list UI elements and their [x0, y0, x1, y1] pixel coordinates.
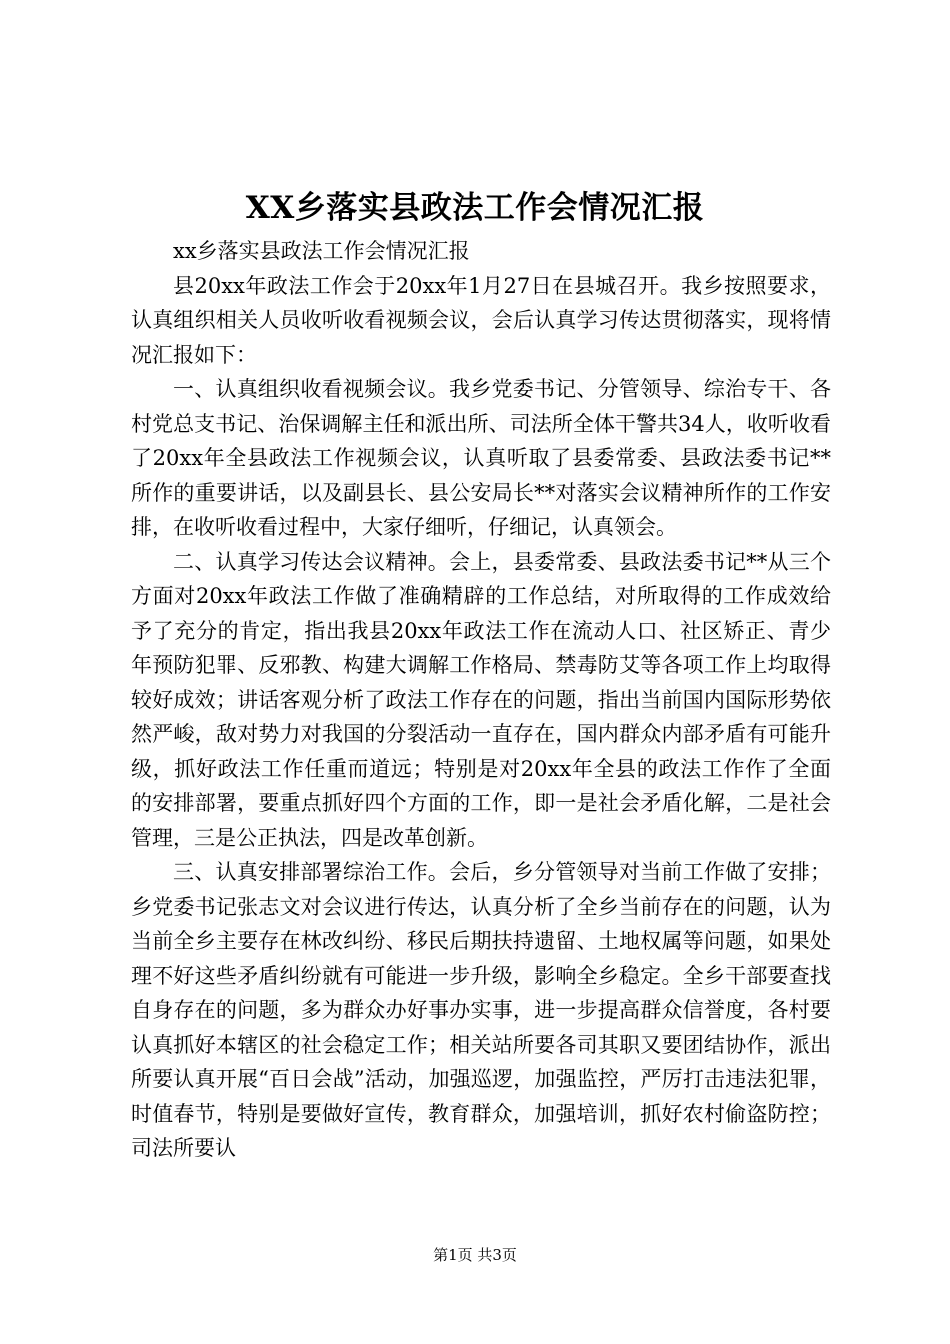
- document-title: XX乡落实县政法工作会情况汇报: [245, 190, 705, 226]
- document-body: [131, 234, 831, 1166]
- intro-paragraph: 县20xx年政法工作会于20xx年1月27日在县城召开。我乡按照要求，认真组织相关人员收听收看视频会议，会后认真学习传达贯彻落实，现将情况汇报如下：: [131, 273, 831, 367]
- subtitle-paragraph: xx乡落实县政法工作会情况汇报: [173, 239, 470, 263]
- page-number-footer: 第1页 共3页: [433, 1246, 517, 1264]
- section-three-paragraph: 三、认真安排部署综治工作。会后，乡分管领导对当前工作做了安排；乡党委书记张志文对会议进行传达，认真分析了全乡当前存在的问题，认为当前全乡主要存在林改纠纷、移民后期扶持遗留、土地权属等问题，如果处理不好这些矛盾纠纷就有可能进一步升级，影响全乡稳定。全乡干部要查找自身存在的问题，多为群众办好事办实事，进一步提高群众信誉度，各村要认真抓好本辖区的社会稳定工作；相关站所要各司其职又要团结协作，派出所要认真开展“百日会战”活动，加强巡逻，加强监控，严厉打击违法犯罪，时值春节，特别是要做好宣传，教育群众，加强培训，抓好农村偷盗防控；司法所要认: [131, 860, 831, 1160]
- section-two-paragraph: 二、认真学习传达会议精神。会上，县委常委、县政法委书记**从三个方面对20xx年政法工作做了准确精辟的工作总结，对所取得的工作成效给予了充分的肯定，指出我县20xx年政法工作在流动人口、社区矫正、青少年预防犯罪、反邪教、构建大调解工作格局、禁毒防艾等各项工作上均取得较好成效；讲话客观分析了政法工作存在的问题，指出当前国内国际形势依然严峻，敌对势力对我国的分裂活动一直存在，国内群众内部矛盾有可能升级，抓好政法工作任重而道远；特别是对20xx年全县的政法工作作了全面的安排部署，要重点抓好四个方面的工作，即一是社会矛盾化解，二是社会管理，三是公正执法，四是改革创新。: [131, 549, 831, 850]
- section-one-paragraph: 一、认真组织收看视频会议。我乡党委书记、分管领导、综治专干、各村党总支书记、治保调解主任和派出所、司法所全体干警共34人，收听收看了20xx年全县政法工作视频会议，认真听取了县委常委、县政法委书记**所作的重要讲话，以及副县长、县公安局长**对落实会议精神所作的工作安排，在收听收看过程中，大家仔细听，仔细记，认真领会。: [131, 377, 831, 539]
